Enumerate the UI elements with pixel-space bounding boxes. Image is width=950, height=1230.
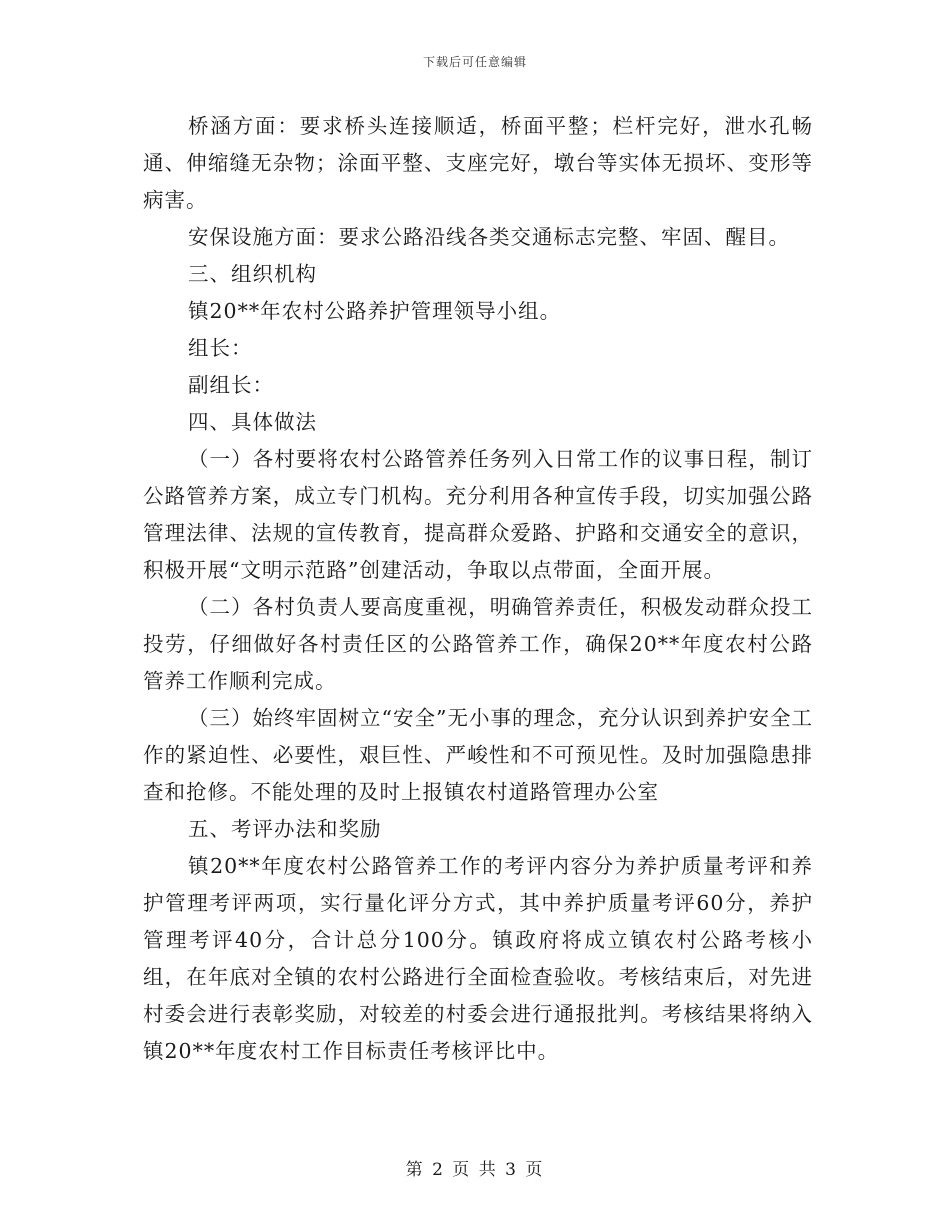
paragraph-leading-group: 镇20**年农村公路养护管理领导小组。 [188, 299, 562, 323]
paragraph-method-2: （二）各村负责人要高度重视，明确管养责任，积极发动群众投工投劳，仔细做好各村责任区的公路管养工作，确保20**年度农村公路管养工作顺利完成。 [143, 595, 813, 693]
paragraph-bridges: 桥涵方面：要求桥头连接顺适，桥面平整；栏杆完好，泄水孔畅通、伸缩缝无杂物；涂面平整、支座完好，墩台等实体无损坏、变形等病害。 [143, 114, 813, 212]
download-note: 下载后可任意编辑 [422, 55, 527, 69]
paragraph-deputy-leader: 副组长： [188, 373, 274, 397]
paragraph-evaluation: 镇20**年度农村公路管养工作的考评内容分为养护质量考评和养护管理考评两项，实行量化评分方式，其中养护质量考评60分，养护管理考评40分，合计总分100分。镇政府将成立镇农村公路考核小组，在年底对全镇的农村公路进行全面检查验收。考核结束后，对先进村委会进行表彰奖励，对较差的村委会进行通报批判。考核结果将纳入镇20**年度农村工作目标责任考核评比中。 [143, 854, 813, 1063]
section-heading-methods: 四、具体做法 [188, 410, 317, 434]
section-heading-evaluation: 五、考评办法和奖励 [188, 817, 382, 841]
section-heading-organization: 三、组织机构 [188, 262, 317, 286]
paragraph-method-1: （一）各村要将农村公路管养任务列入日常工作的议事日程，制订公路管养方案，成立专门机构。充分利用各种宣传手段，切实加强公路管理法律、法规的宣传教育，提高群众爱路、护路和交通安全的意识，积极开展“文明示范路”创建活动，争取以点带面，全面开展。 [143, 447, 813, 582]
paragraph-safety-facilities: 安保设施方面：要求公路沿线各类交通标志完整、牢固、醒目。 [188, 225, 790, 249]
page-number: 第 2 页 共 3 页 [405, 1160, 545, 1180]
document-body [143, 108, 813, 1070]
paragraph-group-leader: 组长： [188, 336, 253, 360]
paragraph-method-3: （三）始终牢固树立“安全”无小事的理念，充分认识到养护安全工作的紧迫性、必要性，艰巨性、严峻性和不可预见性。及时加强隐患排查和抢修。不能处理的及时上报镇农村道路管理办公室 [143, 706, 813, 804]
